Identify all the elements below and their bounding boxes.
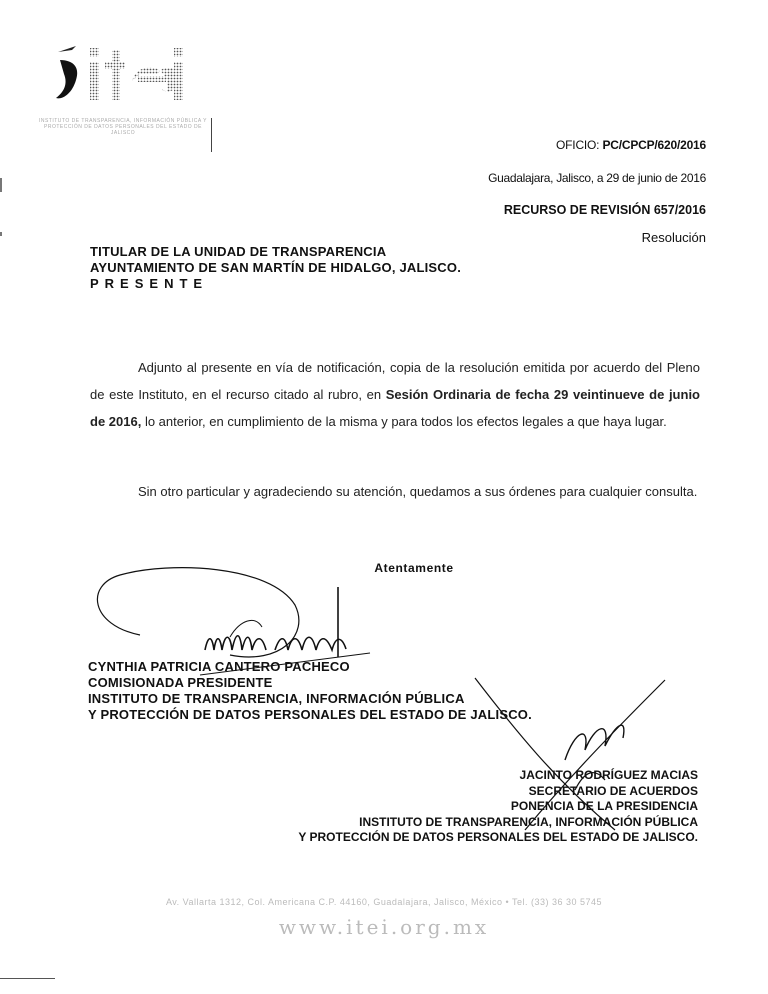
signer-2-role: PONENCIA DE LA PRESIDENCIA (510, 799, 698, 813)
addressee-presente: PRESENTE (90, 276, 209, 291)
footer-address: Av. Vallarta 1312, Col. Americana C.P. 44160, Guadalajara, Jalisco, México • Tel. (33) 36 30 5745 (165, 897, 603, 907)
closing: Atentamente (374, 561, 454, 575)
logo-divider (211, 118, 212, 152)
signer-2-role: SECRETARIO DE ACUERDOS (528, 783, 698, 798)
signer-2-name: JACINTO RODRÍGUEZ MACIAS (519, 768, 698, 782)
signer-2-org: INSTITUTO DE TRANSPARENCIA, INFORMACIÓN PÚBLICA (359, 814, 698, 829)
scan-edge-mark (0, 978, 55, 979)
footer-website: www.itei.org.mx (278, 915, 490, 939)
oficio-label: OFICIO: (556, 138, 600, 152)
scan-edge-mark (0, 232, 2, 236)
body-paragraph: Sin otro particular y agradeciendo su atención, quedamos a sus órdenes para cualquier consulta. (138, 484, 698, 499)
signer-1-org: Y PROTECCIÓN DE DATOS PERSONALES DEL ESTADO DE JALISCO. (88, 707, 532, 722)
itei-logo (50, 38, 220, 128)
place-date: Guadalajara, Jalisco, a 29 de junio de 2016 (488, 171, 706, 185)
addressee-line: AYUNTAMIENTO DE SAN MARTÍN DE HIDALGO, JALISCO. (90, 260, 462, 275)
resolucion-label: Resolución (641, 230, 706, 245)
signer-1-role: COMISIONADA PRESIDENTE (88, 675, 273, 690)
logo-subtitle: INSTITUTO DE TRANSPARENCIA, INFORMACIÓN PÚBLICA Y PROTECCIÓN DE DATOS PERSONALES DEL ESTADO DE JALISCO (38, 118, 208, 136)
body-paragraph: Adjunto al presente en vía de notificación, copia de la resolución emitida por acuerdo del Pleno de este Instituto, en el recurso citado al rubro, en Sesión Ordinaria de fecha 29 veintinueve de junio de 2016, lo anterior, en cumplimiento de la misma y para todos los efectos legales a que haya lugar. (90, 360, 700, 429)
scan-edge-mark (0, 178, 2, 192)
addressee-block (90, 244, 461, 292)
signer-2-block (298, 768, 698, 846)
signer-1-name: CYNTHIA PATRICIA CANTERO PACHECO (88, 659, 350, 674)
oficio-number (556, 138, 706, 152)
oficio-value: PC/CPCP/620/2016 (602, 138, 706, 152)
signer-1-org: INSTITUTO DE TRANSPARENCIA, INFORMACIÓN PÚBLICA (88, 691, 465, 706)
session-date: Sesión Ordinaria de fecha 29 veintinueve de junio de 2016, (90, 387, 700, 429)
addressee-line: TITULAR DE LA UNIDAD DE TRANSPARENCIA (90, 244, 387, 259)
signer-2-org: Y PROTECCIÓN DE DATOS PERSONALES DEL ESTADO DE JALISCO. (298, 830, 698, 844)
recurso-number: RECURSO DE REVISIÓN 657/2016 (503, 203, 706, 217)
